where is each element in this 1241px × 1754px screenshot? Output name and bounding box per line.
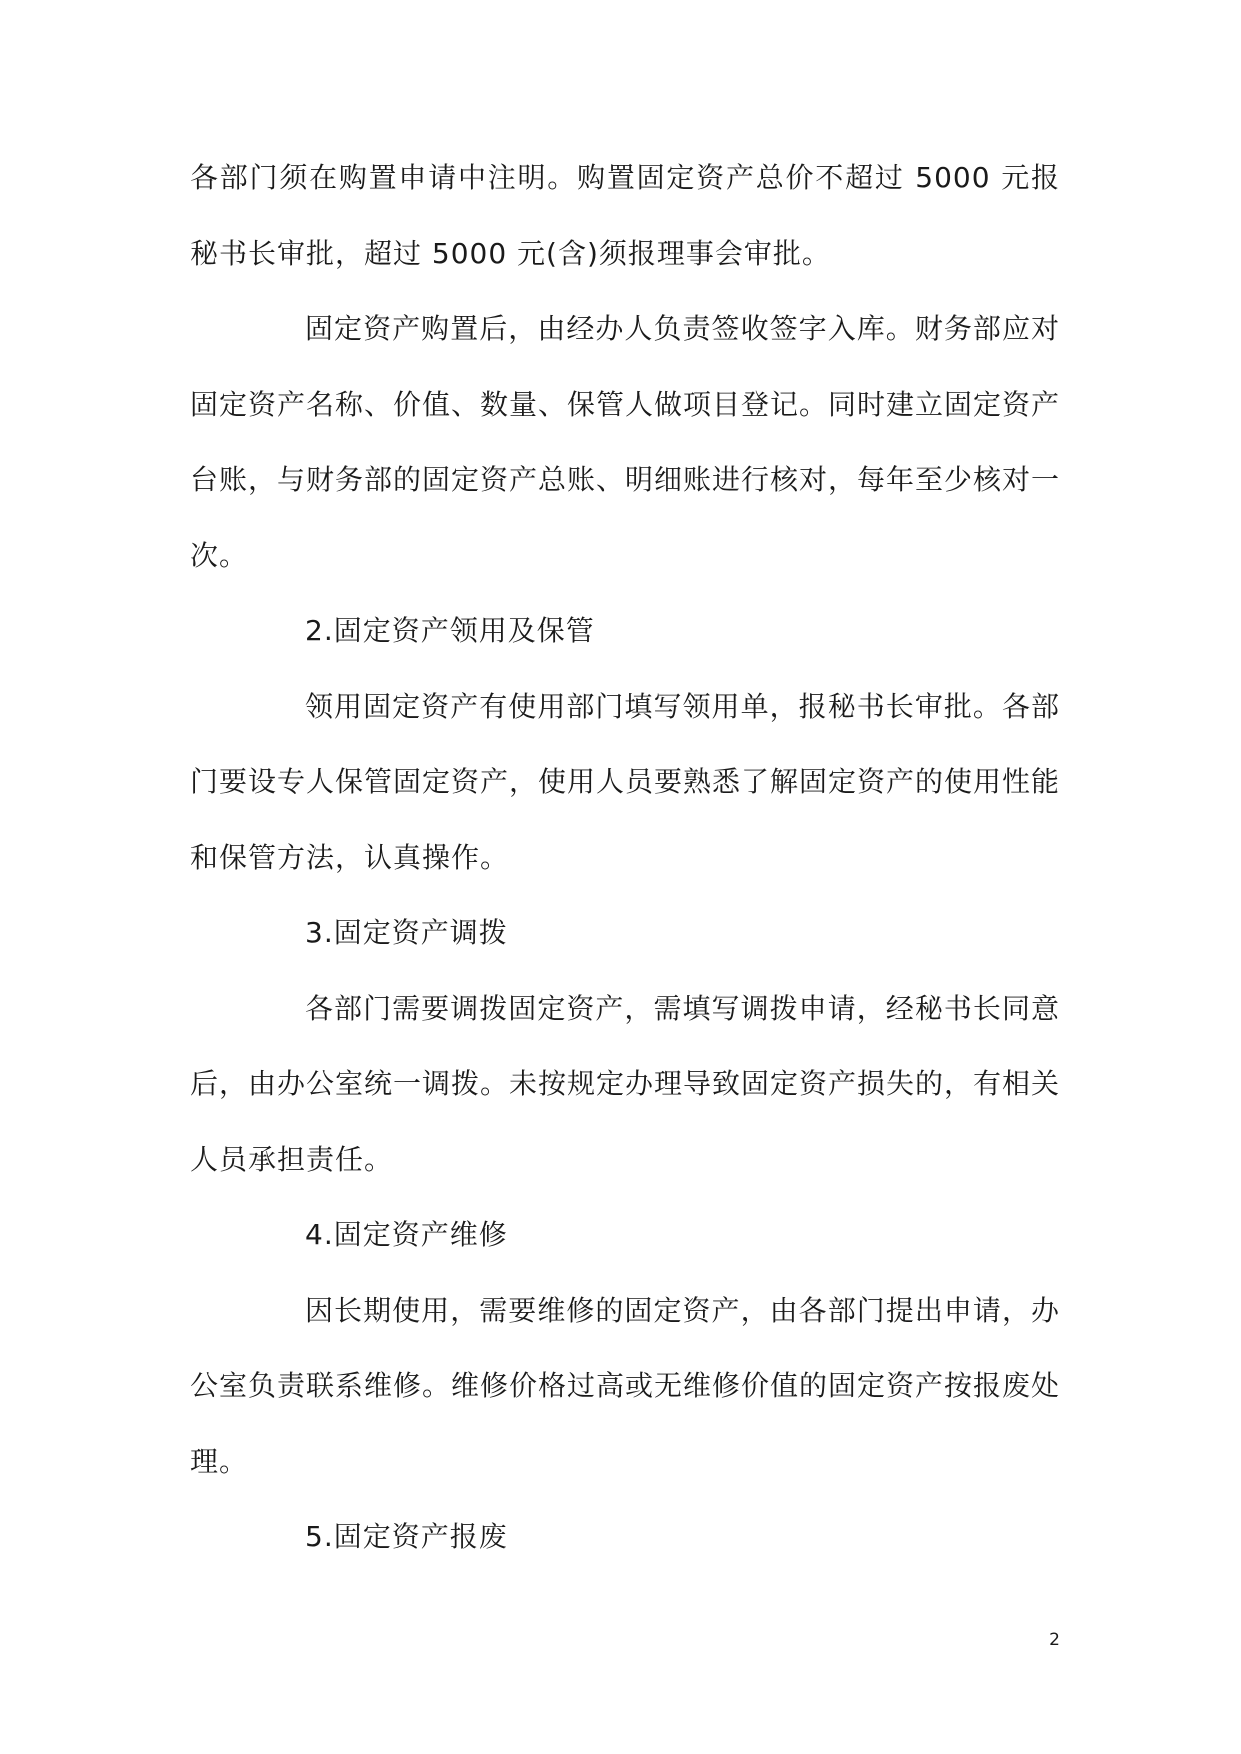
paragraph-purchase-approval: 各部门须在购置申请中注明。购置固定资产总价不超过 5000 元报秘书长审批，超过 5000 元(含)须报理事会审批。 [190,161,1060,270]
paragraph-transfer: 各部门需要调拨固定资产，需填写调拨申请，经秘书长同意后，由办公室统一调拨。未按规定办理导致固定资产损失的，有相关人员承担责任。 [190,991,1061,1176]
section-heading-transfer: 3.固定资产调拨 [305,916,508,949]
paragraph-maintenance: 因长期使用，需要维修的固定资产，由各部门提出申请，办公室负责联系维修。维修价格过高或无维修价值的固定资产按报废处理。 [190,1293,1061,1478]
section-heading-maintenance: 4.固定资产维修 [305,1218,508,1251]
paragraph-collection-custody: 领用固定资产有使用部门填写领用单，报秘书长审批。各部门要设专人保管固定资产，使用人员要熟悉了解固定资产的使用性能和保管方法，认真操作。 [190,689,1061,874]
section-heading-collection-custody: 2.固定资产领用及保管 [305,614,595,647]
section-heading-scrapping: 5.固定资产报废 [305,1520,508,1553]
paragraph-purchase-registration: 固定资产购置后，由经办人负责签收签字入库。财务部应对固定资产名称、价值、数量、保管人做项目登记。同时建立固定资产台账，与财务部的固定资产总账、明细账进行核对，每年至少核对一次。 [190,312,1061,572]
document-body [190,140,1060,1575]
page-number: 2 [1049,1630,1060,1650]
